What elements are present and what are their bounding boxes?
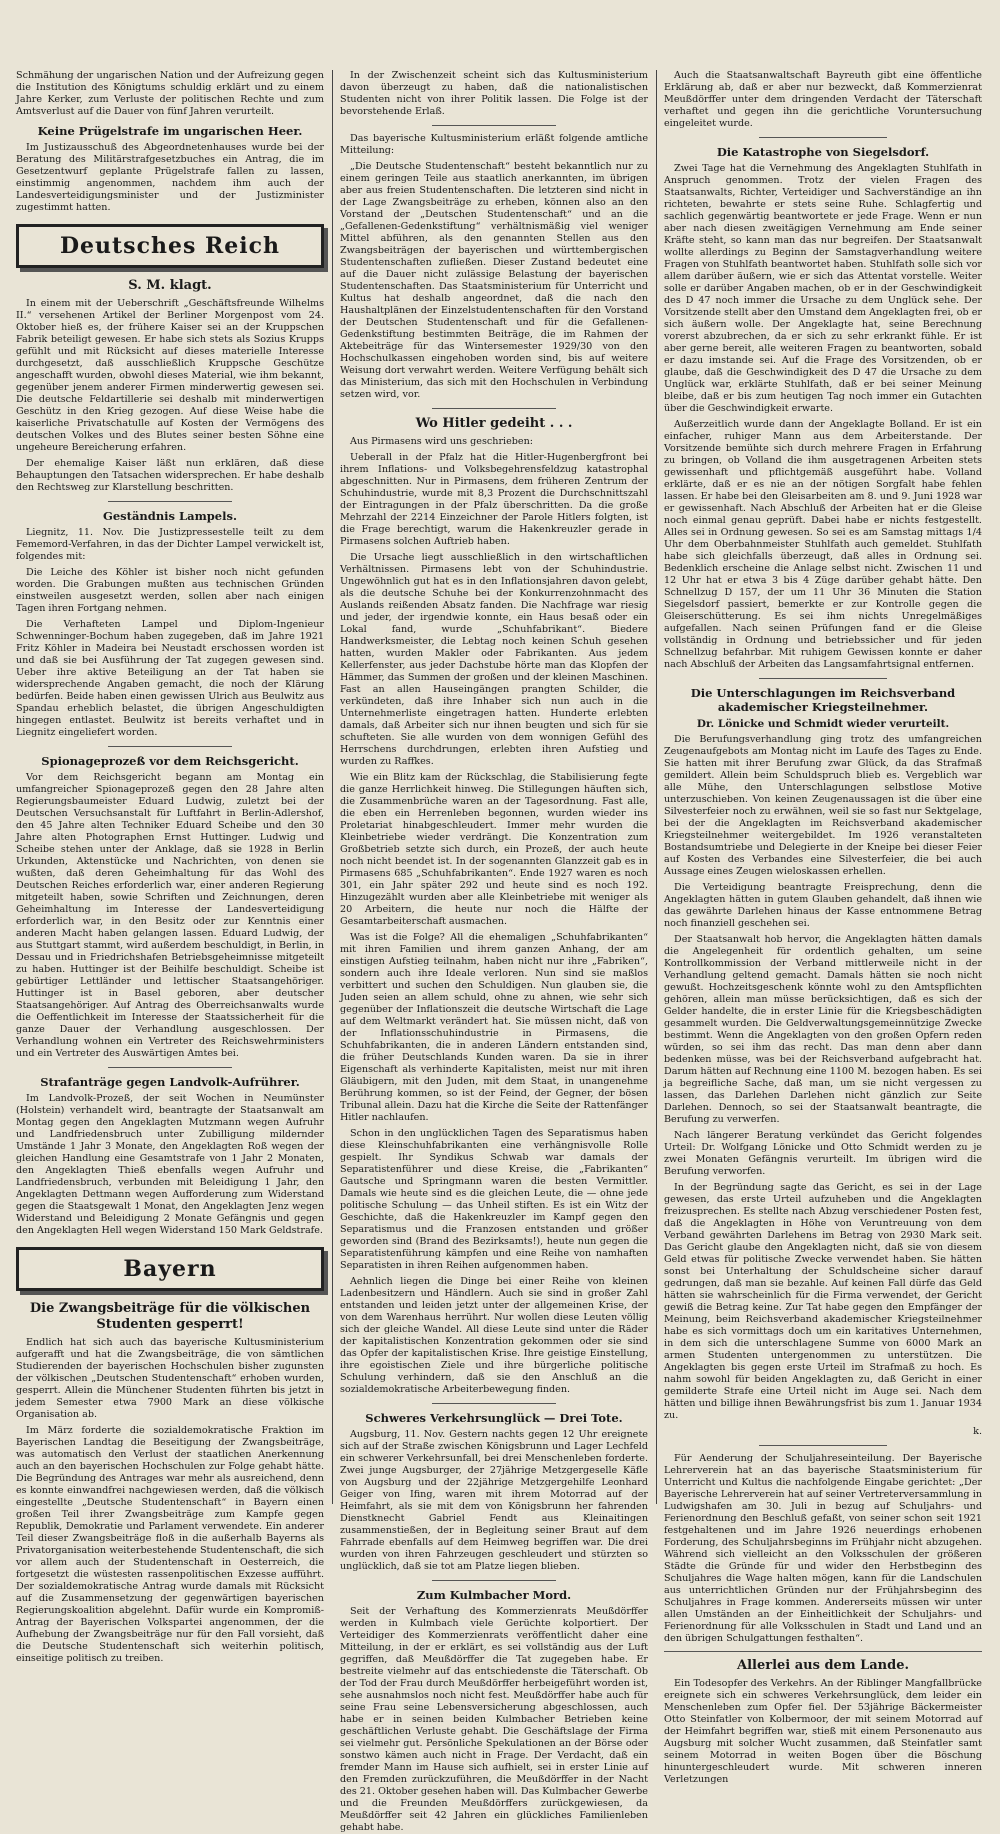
article-text: „Die Deutsche Studentenschaft“ besteht bekanntlich nur zu einem geringen Teile aus staatlich anerkannten, im übrigen aber aus freien Studentenschaften. Die letzteren sind nicht in der Lage Zwangsbeiträge zu erheben, können also an den Vorstand der „Deutschen Studentenschaft“ und an die „Gefallenen-Gedenkstiftung“ verhältnismäßig viel weniger Mittel abführen, als den genannten Stellen aus den Zwangsbeiträgen der bayerischen und württembergischen Studentenschaften zufließen. Dieser Zustand bedeutet eine auf die Dauer nicht zulässige Belastung der bayerischen Studentenschaften. Das Staatsministerium für Unterricht und Kultus hat deshalb angeordnet, daß die nach den Haushaltplänen der Einzelstudentenschaften für den Vorstand der Deutschen Studentenschaft und für die Gefallenen-Gedenkstiftung bestimmten Beiträge, die im Rahmen der Aktebeiträge für das Wintersemester 1929/30 von den Hochschulkassen eingehoben worden sind, bis auf weitere Weisung dort verwahrt werden. Weitere Verfügung behält sich das Ministerium, das sich mit den Hochschulen in Verbindung setzen wird, vor. bbox=[340, 161, 648, 400]
article-text: Der ehemalige Kaiser läßt nun erklären, daß diese Behauptungen den Tatsachen widersprechen. Er habe deshalb den Rechtsweg zur Klarstellung beschritten. bbox=[16, 458, 324, 493]
article-text: Endlich hat sich auch das bayerische Kultusministerium aufgerafft und hat die Zwangsbeiträge, die von sämtlichen Studierenden der bayerischen Hochschulen bisher zugunsten der völkischen „Deutschen Studentenschaft“ erhoben wurden, gesperrt. Allein die Münchener Studenten führten bis jetzt in jedem Semester etwa 7900 Mark an diese völkische Organisation ab. bbox=[16, 1337, 324, 1420]
divider bbox=[432, 1403, 555, 1404]
article-text: Zwei Tage hat die Vernehmung des Angeklagten Stuhlfath in Anspruch genommen. Trotz der vielen Fragen des Staatsanwalts, Richter, Verteidiger und Sachverständige an ihn richteten, bewahrte er stets seine Ruhe. Schlagfertig und sachlich gegenwärtig beantwortete er jede Frage. Wenn er nun aber nach diesen zweitägigen Vernehmung am Ende seiner Kräfte steht, so kann man das nur begreifen. Der Staatsanwalt wollte allerdings zu Beginn der Samstagverhandlung weitere Fragen von Stuhlfath beantwortet haben. Stuhlfath solle sich vor allem darüber äußern, wie er sich das Attentat vorstelle. Weiter solle er darüber Angaben machen, ob er in der Geschwindigkeit des D 47 noch immer die Ursache zu dem Unglück sehe. Der Vorsitzende stellt aber den Umstand dem Angeklagten frei, ob er sich äußern wolle. Der Angeklagte hat, seine Berechnung vorerst abzubrechen, da er sich zu sehr erkrankt fühle. Er ist aber gerne bereit, alle weiteren Fragen zu beantworten, sobald er dazu imstande sei. Auf die Frage des Vorsitzenden, ob er glaube, daß die Geschwindigkeit des D 47 die Ursache zu dem Unglück war, erklärte Stuhlfath, daß er bei seiner Meinung bleibe, daß er bis zum heutigen Tag noch immer ein Gutachten über die Geschwindigkeit erwarte. bbox=[664, 163, 982, 414]
article-text: Im Landvolk-Prozeß, der seit Wochen in Neumünster (Holstein) verhandelt wird, beantragte der Staatsanwalt am Montag gegen den Angeklagten Mutzmann wegen Aufruhr und Landfriedensbruch unter Zubilligung mildernder Umstände 1 Jahr 3 Monate, den Angeklagten Roß wegen der gleichen Handlung eine Gesamtstrafe von 1 Jahr 2 Monaten, den Angeklagten Thieß ebenfalls wegen Aufruhr und Landfriedensbruch, verbunden mit Beleidigung 1 Jahr, den Angeklagten Dettmann wegen Aufforderung zum Widerstand gegen die Staatsgewalt 1 Monat, den Angeklagten Jenz wegen Widerstand und Beleidigung 2 Monate Gefängnis und gegen den Angeklagten Hell wegen Widerstand 150 Mark Geldstrafe. bbox=[16, 1093, 324, 1236]
article-heading: Geständnis Lampels. bbox=[103, 509, 237, 523]
article-subheading: Dr. Lönicke und Schmidt wieder verurteilt. bbox=[696, 718, 950, 730]
section-heading: Allerlei aus dem Lande. bbox=[736, 1658, 910, 1673]
divider bbox=[432, 125, 555, 126]
article-heading: Wo Hitler gedeiht . . . bbox=[415, 416, 573, 431]
article-text: Im Justizausschuß des Abgeordnetenhauses wurde bei der Beratung des Militärstrafgesetzbuches ein Antrag, die im Gesetzentwurf geplante Prügelstrafe fallen zu lassen, einstimmig angenommen, nachdem ihm auch der Landesverteidigungsminister und der Justizminister zugestimmt hatten. bbox=[16, 142, 324, 213]
divider bbox=[759, 137, 886, 138]
article-text: Die Leiche des Köhler ist bisher noch nicht gefunden worden. Die Grabungen mußten aus technischen Gründen einstweilen ausgesetzt werden, sollen aber nach einigen Tagen ihren Fortgang nehmen. bbox=[16, 567, 324, 614]
article-text: Im März forderte die sozialdemokratische Fraktion im Bayerischen Landtag die Beseitigung der Zwangsbeiträge, was automatisch den Verlust der staatlichen Anerkennung auch an den bayerischen Hochschulen zur Folge gehabt hätte. Die Begründung des Antrages war mehr als ausreichend, denn es konnte einwandfrei nachgewiesen werden, daß die völkisch eingestellte „Deutsche Studentenschaft“ in Bayern einen großen Teil ihrer Zwangsbeiträge zum Kampfe gegen Republik, Demokratie und Parlament verwendete. Ein anderer Teil dieser Zwangsbeiträge floß in die außerhalb Bayerns als Privatorganisation weiterbestehende Studentenschaft, die sich vor allem auch der Studentenschaft in Oesterreich, die fortgesetzt die wüstesten rassenpolitischen Exzesse aufführt. Der sozialdemokratische Antrag wurde damals mit Rücksicht auf die Zusammensetzung der gegenwärtigen bayerischen Regierungskoalition abgelehnt. Dafür wurde ein Kompromiß-Antrag der Bayerischen Volkspartei angenommen, der die Aufhebung der Zwangsbeiträge nur für den Fall vorsieht, daß die Deutsche Studentenschaft sich weiterhin politisch, einseitige politisch zu treiben. bbox=[16, 1425, 324, 1664]
article-text: In einem mit der Ueberschrift „Geschäftsfreunde Wilhelms II.“ versehenen Artikel der Berliner Morgenpost vom 24. Oktober hieß es, der frühere Kaiser sei an der Kruppschen Fabrik beteiligt gewesen. Er habe sich stets als Sozius Krupps gefühlt und mit Rücksicht auf dieses materielle Interesse durchgesetzt, daß ausschließlich Kruppsche Geschütze angeschafft wurden, obwohl dieses Material, wie ihm bekannt, gegenüber jenem anderer Firmen minderwertig gewesen sei. Die deutsche Feldartillerie sei deshalb mit minderwertigen Geschütz in den Krieg gezogen. Auf diese Weise habe die kaiserliche Privatschatulle auf Kosten der Vermögens des deutschen Volkes und des Blutes seiner besten Söhne eine ungeheure Bereicherung erfahren. bbox=[16, 298, 324, 453]
divider bbox=[432, 408, 555, 409]
column-rule bbox=[656, 70, 657, 1504]
column-right bbox=[664, 70, 982, 1785]
article-heading: Zum Kulmbacher Mord. bbox=[416, 1588, 572, 1602]
article-text: Liegnitz, 11. Nov. Die Justizpressestelle teilt zu dem Fememord-Verfahren, in das der Dichter Lampel verwickelt ist, folgendes mit: bbox=[16, 527, 324, 562]
article-text: Nach längerer Beratung verkündet das Gericht folgendes Urteil: Dr. Wolfgang Lönicke und Otto Schmidt werden zu je zwei Monaten Gefängnis verurteilt. Im übrigen wird die Berufung verworfen. bbox=[664, 1130, 982, 1177]
divider bbox=[108, 501, 231, 502]
article-text: Schon in den unglücklichen Tagen des Separatismus haben diese Kleinschuhfabrikanten eine verhängnisvolle Rolle gespielt. Ihr Syndikus Schwab war damals der Separatistenführer und diese Kreise, die „Fabrikanten“ Gautsche und Springmann waren die besten Vermittler. Damals wie heute sind es die gleichen Leute, die — ohne jede politische Schulung — das Unheil stiften. Es ist ein Witz der Geschichte, daß die Hakenkreuzler im Kampf gegen den Separatismus und die Franzosen entstanden und größer geworden sind (Brand des Bezirksamts!), heute nun gegen die Separatistenführung kämpfen und eine Reihe von namhaften Separatisten in ihren Reihen aufgenommen haben. bbox=[340, 1128, 648, 1271]
article-text: Vor dem Reichsgericht begann am Montag ein umfangreicher Spionageprozeß gegen den 28 Jahre alten Regierungsbaumeister Eduard Ludwig, zuletzt bei der Deutschen Versuchsanstalt für Luftfahrt in Berlin-Adlershof, den 45 Jahre alten Techniker Eduard Scheibe und den 30 Jahre alten Photographen Ernst Huttinger. Ludwig und Scheibe stehen unter der Anklage, daß sie 1928 in Berlin Urkunden, Aktenstücke und Nachrichten, von denen sie wußten, daß deren Geheimhaltung für das Wohl des Deutschen Reiches erforderlich war, einer anderen Regierung mitgeteilt haben, sowie Schriften und Zeichnungen, deren Geheimhaltung im Interesse der Landesverteidigung erforderlich war, in den Besitz oder zur Kenntnis einer anderen Macht haben gelangen lassen. Eduard Ludwig, der aus Stuttgart stammt, wird außerdem beschuldigt, in Berlin, in Dessau und in Friedrichshafen Betriebsgeheimnisse mitgeteilt zu haben. Huttinger ist der Beihilfe beschuldigt. Scheibe ist gebürtiger Lettländer und lettischer Staatsangehöriger. Huttinger ist in Basel geboren, aber deutscher Staatsangehöriger. Auf Antrag des Oberreichsanwalts wurde die Oeffentlichkeit im Interesse der Staatssicherheit für die ganze Dauer der Verhandlung ausgeschlossen. Der Verhandlung wohnen ein Vertreter des Reichswehrministers und ein Vertreter des Auswärtigen Amtes bei. bbox=[16, 772, 324, 1059]
article-text: Aus Pirmasens wird uns geschrieben: bbox=[350, 436, 534, 447]
article-text: Wie ein Blitz kam der Rückschlag, die Stabilisierung fegte die ganze Herrlichkeit hinweg. Die Stillegungen häuften sich, die Zusammenbrüche waren an der Tagesordnung. Fast alle, die eben ein Herrenleben begonnen, wurden wieder ins Proletariat hinabgeschleudert. Immer mehr wurden die Kleinbetriebe wieder verdrängt. Die Konzentration zum Großbetrieb setzte sich durch, ein Prozeß, der auch heute noch nicht beendet ist. In der sogenannten Glanzzeit gab es in Pirmasens 685 „Schuhfabrikanten“. Ende 1927 waren es noch 301, ein Jahr später 292 und heute sind es noch 192. Hinzugezählt wurden aber alle Kleinbetriebe mit weniger als 20 Arbeitern, die heute nur noch die Hälfte der Gesamtarbeiterschaft ausmachen. bbox=[340, 772, 648, 927]
article-text: Aehnlich liegen die Dinge bei einer Reihe von kleinen Ladenbesitzern und Händlern. Auch sie sind in großer Zahl entstanden und leiden jetzt unter der allgemeinen Krise, der von dem Warenhaus herrührt. Nur wollen diese Leuten völlig sich der gleiche Wandel. All diese Leute sind unter die Räder der kapitalistischen Konzentration gekommen oder sie sind das Opfer der kapitalistischen Krise. Ihre geistige Einstellung, ihre egoistischen Ziele und ihre bürgerliche politische Schulung verhindern, daß sie den Anschluß an die sozialdemokratische Arbeiterbewegung finden. bbox=[340, 1276, 648, 1395]
article-text: Seit der Verhaftung des Kommerzienrats Meußdörffer werden in Kulmbach viele Gerüchte kolportiert. Der Verteidiger des Kommerzienrats veröffentlicht daher eine Mitteilung, in der er erklärt, es sei vollständig aus der Luft gegriffen, daß Meußdörffer die Tat zugegeben habe. Er bestreite vielmehr auf das entschiedenste die Täterschaft. Ob der Tod der Frau durch Meußdörffer herbeigeführt worden ist, sehe ausnahmslos noch nicht fest. Meußdörffer habe auch für seine Frau seine Lebensversicherung abgeschlossen, auch habe er in seinen beiden Kulmbacher Betrieben keine geschäftlichen Verluste gehabt. Die Geschäftslage der Firma sei vielmehr gut. Persönliche Spekulationen an der Börse oder sonstwo kämen auch nicht in Frage. Der Verdacht, daß ein fremder Mann im Hause sich aufhielt, sei in erster Linie auf den Fremden zurückzuführen, die Meußdörffer in der Nacht des 21. Oktober gesehen haben will. Das Kulmbacher Gewerbe und die Freunden Meußdörffers zurückgewiesen, da Meußdörffer seit 42 Jahren ein glückliches Familienleben gehabt habe. bbox=[340, 1606, 648, 1833]
article-text: Augsburg, 11. Nov. Gestern nachts gegen 12 Uhr ereignete sich auf der Straße zwischen Königsbrunn und Lager Lechfeld ein schwerer Verkehrsunfall, bei drei Menschenleben forderte. Zwei junge Augsburger, der 27jährige Metzgergeselle Käfle von Augsburg und der 22jährige Metzgergehilfe Leonhard Geiger von Ifing, waren mit ihrem Motorrad auf der Heimfahrt, als sie mit dem von Königsbrunn her fahrenden Dienstknecht Gabriel Fendt aus Kleinaitingen zusammenstießen, der in Begleitung seiner Braut auf dem Fahrrade ebenfalls auf dem Heimweg begriffen war. Die drei wurden von ihren Fahrzeugen geschleudert und stürzten so unglücklich, daß sie tot am Platze liegen blieben. bbox=[340, 1429, 648, 1572]
article-text: Auch die Staatsanwaltschaft Bayreuth gibt eine öffentliche Erklärung ab, daß er aber nur bezweckt, daß Kommerzienrat Meußdörffer unter dem dringenden Verdacht der Täterschaft verhaftet und gegen ihn die gerichtliche Voruntersuchung eingeleitet wurde. bbox=[664, 70, 982, 129]
article-text: Der Staatsanwalt hob hervor, die Angeklagten hätten damals die Angelegenheit für ordentlich gehalten, um seine Kontrollkommission der Verband mittlerweile nicht in der Verhandlung geltend gemacht. Damals hätten sie noch nicht gewußt. Hochzeitsgeschenk könnte wohl zu den Amtspflichten gehören, allein man müsse berücksichtigen, daß es sich der Gelder handelte, die in erster Linie für die Kriegsbeschädigten gesammelt wurden. Die Geldverwaltungsgemeinnützige Zwecke bestimmt. Wenn die Angeklagten von den großen Opfern reden würden, so sei ihm das recht. Das man denn aber dann bedenken müsse, was bei der Reichsverband aufgebracht hat. Darum hätten auf Rechnung eine 1100 M. bezogen haben. Es sei ja begreifliche Sache, daß man, um sie nicht vergessen zu lassen, das Darlehen Darlehen nicht gänzlich zur Seite Darlehen. Dennoch, so sei der Staatsanwalt beantragte, die Berufung zu verwerfen. bbox=[664, 934, 982, 1125]
article-heading: Die Zwangsbeiträge für die völkischen Studenten gesperrt! bbox=[29, 1301, 311, 1332]
divider bbox=[759, 678, 886, 679]
section-header-bayern: Bayern bbox=[16, 1247, 324, 1291]
article-text: Schmähung der ungarischen Nation und der Aufreizung gegen die Institution des Königtums schuldig erklärt und zu einem Jahre Kerker, zum Verluste der politischen Rechte und zum Amtsverlust auf die Dauer von fünf Jahren verurteilt. bbox=[16, 70, 324, 117]
article-text: Die Verhafteten Lampel und Diplom-Ingenieur Schwenninger-Bochum haben zugegeben, daß im Jahre 1921 Fritz Köhler in Madeira bei Neustadt erschossen worden ist und daß sie bei Ausführung der Tat zugegen gewesen sind. Ueber ihre aktive Beteiligung an der Tat haben sie widersprechende Angaben gemacht, die noch der Klärung bedürfen. Beide haben einen gewissen Ulrich aus Beulwitz aus Spandau erheblich belastet, die übrigen Angeschuldigten hingegen entlastet. Beulwitz ist bereits verhaftet und in Liegnitz eingeliefert worden. bbox=[16, 619, 324, 738]
article-text: Ein Todesopfer des Verkehrs. An der Riblinger Mangfallbrücke ereignete sich ein schweres Verkehrsunglück, dem leider ein Menschenleben zum Opfer fiel. Der 53jährige Bäckermeister Otto Steinfatler von Kolbermoor, der mit seinem Motorrad auf der Heimfahrt begriffen war, stieß mit einem Personenauto aus Augsburg mit solcher Wucht zusammen, daß Steinfatler samt seinem Motorrad in weiten Bogen über die Böschung hinuntergeschleudert wurde. Mit schweren inneren Verletzungen bbox=[664, 1678, 982, 1785]
article-text: Die Verteidigung beantragte Freisprechung, denn die Angeklagten hätten in gutem Glauben gehandelt, daß ihnen wie das gewährte Darlehen hinaus der Kasse entnommene Betrag noch finanziell geschehen sei. bbox=[664, 882, 982, 929]
article-text: Für Aenderung der Schuljahreseinteilung. Der Bayerische Lehrerverein hat an das bayerische Staatsministerium für Unterricht und Kultus die nachfolgende Eingabe gerichtet: „Der Bayerische Lehrerverein hat auf seiner Vertreterversammlung in Ludwigshafen am 30. Juli in bezug auf Schuljahrs- und Ferienordnung den Beschluß gefaßt, von seiner schon seit 1921 festgehaltenen und im Jahre 1926 neuerdings erhobenen Forderung, des Schuljahrsbeginns im Frühjahr nicht abzugehen. Während sich vielleicht an den Volksschulen der größeren Städte die Gründe für und wider den Herbstbeginn des Schuljahres die Wage halten mögen, kann für die Landschulen aus unterrichtlichen Gründen nur der Frühjahrsbeginn des Schuljahres in Frage kommen. Andererseits müssen wir unter allen Umständen an der Einheitlichkeit der Schuljahrs- und Ferienordnung für alle Volksschulen in Stadt und Land und an den übrigen Schulgattungen festhalten“. bbox=[664, 1453, 982, 1644]
article-heading: Die Unterschlagungen im Reichsverband akademischer Kriegsteilnehmer. bbox=[690, 686, 956, 714]
divider bbox=[108, 746, 231, 747]
article-heading: Spionageprozeß vor dem Reichsgericht. bbox=[41, 754, 299, 768]
article-text: Außerzeitlich wurde dann der Angeklagte Bolland. Er ist ein einfacher, ruhiger Mann aus dem Arbeiterstande. Der Vorsitzende bemühte sich durch mehrere Fragen in Erfahrung zu bringen, ob Volland die ihm ausgetragenen Arbeiten stets gewissenhaft und pflichtgemäß ausgeführt habe. Volland erklärte, daß er es nie an der nötigen Sorgfalt habe fehlen lassen. Er habe bei den Gleisarbeiten am 8. und 9. Juni 1928 war er gewissenhaft. Nach Abschluß der Arbeiten hat er die Gleise noch einmal genau geprüft. Dabei habe er nichts festgestellt. Alles sei in Ordnung gewesen. So sei es am Samstag mittags 1/4 Uhr dem Oberbahnmeister Stuhlfath auch gemeldet. Stuhlfath habe sich gleichfalls überzeugt, daß alles in Ordnung sei. Bedenklich erscheine die Anlage selbst nicht. Zwischen 11 und 12 Uhr hat er etwa 3 bis 4 Züge darüber gehabt hätte. Den Schnellzug D 157, der um 11 Uhr 36 Minuten die Station Siegelsdorf passiert, bemerkte er zur Kontrolle gegen die Gleiserschütterung. Es sei ihm nichts Unregelmäßiges aufgefallen. Nach seinen Prüfungen fand er die Gleise vollständig in Ordnung und betriebssicher und für jeden Schnellzug befahrbar. Mit ruhigem Gewissen konnte er daher nach Abschluß der Arbeiten das Langsamfahrtsignal entfernen. bbox=[664, 419, 982, 670]
divider bbox=[432, 1580, 555, 1581]
article-text: In der Zwischenzeit scheint sich das Kultusministerium davon überzeugt zu haben, daß die nationalistischen Studenten nicht von ihrer Politik lassen. Die Folge ist der bevorstehende Erlaß. bbox=[340, 70, 648, 117]
article-heading: Strafanträge gegen Landvolk-Aufrührer. bbox=[40, 1075, 300, 1089]
article-text: Das bayerische Kultusministerium erläßt folgende amtliche Mitteilung: bbox=[340, 133, 648, 156]
author-signature: k. bbox=[973, 1426, 982, 1437]
article-heading: S. M. klagt. bbox=[128, 278, 212, 293]
divider bbox=[664, 1651, 982, 1652]
article-text: Die Berufungsverhandlung ging trotz des umfangreichen Zeugenaufgebots am Montag nicht im Laufe des Tages zu Ende. Sie hatten mit ihrer Berufung zwar Glück, da das Strafmaß gemildert. Allein beim Schuldspruch blieb es. Vergeblich war alle Mühe, den Unterschlagungen selbstlose Motive unterzuschieben. Von keinen Zeugenaussagen ist die über eine Silvesterfeier noch zu erwähnen, weil sie so fast nur Sektgelage, bei der die Angeklagten im Reichsverband akademischer Kriegsteilnehmer weitergebildet. Im 1926 veranstalteten Bostandsumtriebe und Delegierte in der Kneipe bei dieser Feier auf Kosten des Verbandes eine Silvesterfeier, die bei auch Aussage eines Zeugen wieloskassen erhellen. bbox=[664, 734, 982, 877]
article-text: In der Begründung sagte das Gericht, es sei in der Lage gewesen, das erste Urteil aufzuheben und die Angeklagten freizusprechen. Es stellte nach Abzug verschiedener Posten fest, daß die Angeklagten in Höhe von Veruntreuung von dem Verband gewährten Darlehens im Betrag von 2930 Mark seit. Das Gericht glaube den Angeklagten nicht, daß sie von diesem Geld etwas für politische Zwecke verwendet haben. Sie hätten sonst bei Unterhaltung der Schuldscheine sicher darauf gedrungen, daß man sie bezahle. Auf keinen Fall dürfe das Geld hätten sie wahrscheinlich für die Firma verwendet, der Gericht gewiß die Betrag keine. Zur Tat habe gegen den Empfänger der Meinung, beim Reichsverband akademischer Kriegsteilnehmer habe es sich vormittags doch um ein karitatives Unternehmen, in dem sich die unterschlagene Summe von 6000 Mark an armen Studenten untergenommen zu unterstützen. Die Angeklagten bis gegen erste Urteil im Strafmaß zu hoch. Es nahm sowohl für beiden Angeklagten zu, daß Gericht in einer gemilderte Strafe eine Urteil nicht im Auge sei. Nach dem hätten und billige ihnen Bewährungsfrist bis zum 1. Januar 1934 zu. bbox=[664, 1182, 982, 1421]
article-heading: Keine Prügelstrafe im ungarischen Heer. bbox=[37, 124, 303, 138]
article-heading: Die Katastrophe von Siegelsdorf. bbox=[716, 145, 930, 159]
column-middle bbox=[340, 70, 648, 1833]
article-heading: Schweres Verkehrsunglück — Drei Tote. bbox=[365, 1411, 623, 1425]
divider bbox=[759, 1445, 886, 1446]
section-header-deutsches-reich: Deutsches Reich bbox=[16, 224, 324, 268]
article-text: Was ist die Folge? All die ehemaligen „Schuhfabrikanten“ mit ihren Familien und ihrem ganzen Anhang, der am einstigen Aufstieg teilnahm, haben nicht nur ihre „Fabriken“, sondern auch ihre Ideale verloren. Nun sind sie maßlos verbittert und suchen den Schuldigen. Nun glauben sie, die Juden seien an allem schuld, ohne zu ahnen, wie sehr sich gegenüber der Inflationszeit die deutsche Wirtschaft die Lage auf dem Weltmarkt verändert hat. Sie müssen nicht, daß von der Inflationsschuhindustrie in Pirmasens, die Schuhfabrikanten, die in anderen Ländern entstanden sind, die früher Deutschlands Kunden waren. Da sie in ihrer Eigenschaft als verhinderte Kapitalisten, meist nur mit ihren Gläubigern, mit den Juden, mit dem Staat, in unangenehme Berührung kommen, so ist der Feind, der Gegner, der bösen Tribunal allein. Dazu hat die Kirche die Seite der Rattenfänger Hitler nachlaufen. bbox=[340, 932, 648, 1123]
column-rule bbox=[332, 70, 333, 1504]
article-text: Ueberall in der Pfalz hat die Hitler-Hugenbergfront bei ihrem Inflations- und Volksbegehrensfeldzug katastrophal abgeschnitten. Nur in Pirmasens, dem früheren Zentrum der Schuhindustrie, wurde mit 8,3 Prozent die Durchschnittszahl der Eintragungen in der Pfalz überschritten. Da die große Mehrzahl der 2214 Einzeichner der Parole Hitlers folgten, ist die Frage berechtigt, warum die Hakenkreuzler gerade in Pirmasens solchen Auftrieb haben. bbox=[340, 452, 648, 547]
divider bbox=[108, 1067, 231, 1068]
column-left bbox=[16, 70, 324, 1664]
article-text: Die Ursache liegt ausschließlich in den wirtschaftlichen Verhältnissen. Pirmasens lebt von der Schuhindustrie. Ungewöhnlich gut hat es in den Inflationsjahren davon gelebt, als die deutsche Schuhe bei der Konkurrenzohnmacht des Auslands reißenden Absatz fanden. Die Nachfrage war riesig und jeder, der irgendwie konnte, ein Haus besaß oder ein Lokal fand, wurde „Schuhfabrikant“. Biedere Handwerksmeister, die Lebtag noch keinen Schuh gesehen hatten, wurden Makler oder Fabrikanten. Aus jedem Kellerfenster, aus jeder Dachstube hörte man das Klopfen der Hämmer, das Summen der großen und der kleinen Maschinen. Fast an allen Hauseingängen prangten Schilder, die verkündeten, daß ihre Inhaber sich nun auch in die Unternehmerliste eingetragen hatten. Hunderte erlebten damals, daß Arbeiter sich nur ihnen beugten und sich für sie schufteten. Sie alle wurden von dem wonnigen Gefühl des Herrschens durchdrungen, erlebten ihren Aufstieg und wurden zu Raffkes. bbox=[340, 552, 648, 767]
